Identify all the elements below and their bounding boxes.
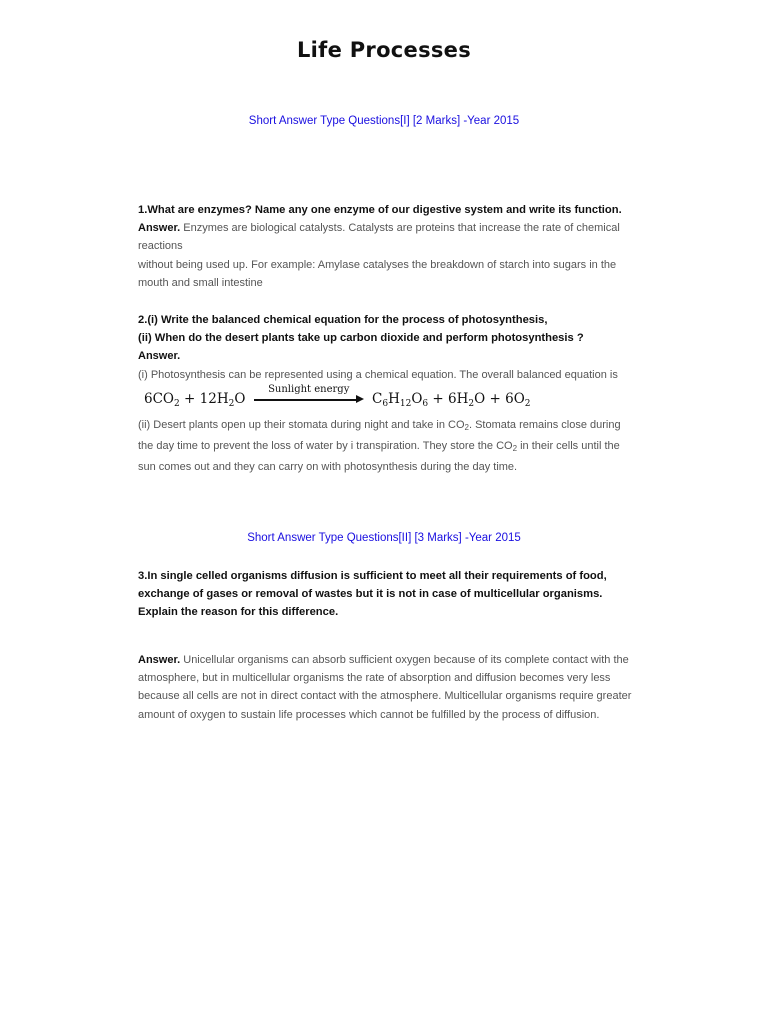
- section-heading-3-marks: Short Answer Type Questions[II] [3 Marks] -Year 2015: [247, 532, 521, 544]
- eq-product-h2o-sub: 2: [468, 398, 475, 409]
- answer-2-part-ii: [138, 416, 633, 477]
- eq-product-o2-sub: 2: [524, 398, 531, 409]
- co2-subscript: 2: [464, 422, 469, 432]
- eq-glucose-o-sub: 6: [422, 398, 429, 409]
- answer-2-ii-text3: in their cells until the sun comes out and they can carry on with photosynthesis during the day time.: [138, 440, 620, 474]
- eq-glucose-o: O: [411, 390, 423, 407]
- answer-1: [138, 219, 633, 255]
- eq-plus: +: [432, 390, 444, 407]
- answer-1-line2: without being used up. For example: Amylase catalyses the breakdown of starch into sugars in the mouth and small intestine: [138, 258, 617, 289]
- answer-label: Answer.: [138, 350, 181, 363]
- answer-1-line1: Enzymes are biological catalysts. Catalysts are proteins that increase the rate of chemical reactions: [138, 222, 620, 253]
- eq-product-h2o-tail: O: [474, 390, 486, 407]
- eq-co2-subscript: 2: [174, 398, 180, 409]
- arrow-head-icon: [356, 395, 364, 403]
- question-1-text: 1.What are enzymes? Name any one enzyme of our digestive system and write its function.: [138, 204, 622, 216]
- eq-co2: 6CO: [144, 390, 174, 407]
- answer-3-text: Unicellular organisms can absorb sufficient oxygen because of its complete contact with the atmosphere, but in multicellular organisms the rate of absorption and diffusion becomes very less because all cells are not in direct contact with the atmosphere. Multicellular organisms require greater amount of oxygen to sustain life processes which cannot be fulfilled by the process of diffusion.: [138, 654, 632, 721]
- answer-3-block: [138, 651, 633, 724]
- answer-label: Answer.: [138, 222, 181, 235]
- arrow-label: Sunlight energy: [268, 384, 350, 396]
- eq-glucose-h: H: [388, 390, 400, 407]
- eq-glucose-c-sub: 6: [382, 398, 389, 409]
- question-2-line1: 2.(i) Write the balanced chemical equation for the process of photosynthesis,: [138, 314, 548, 326]
- answer-2-ii-text1: (ii) Desert plants open up their stomata during night and take in CO: [138, 418, 465, 431]
- question-1-block: [138, 201, 633, 292]
- question-2-block: [138, 311, 633, 476]
- answer-2-part-i: (i) Photosynthesis can be represented using a chemical equation. The overall balanced equation is: [138, 368, 618, 381]
- page-title: Life Processes: [296, 38, 472, 62]
- co2-subscript: 2: [512, 444, 518, 454]
- question-2-line2: (ii) When do the desert plants take up carbon dioxide and perform photosynthesis ?: [138, 332, 584, 345]
- eq-plus: +: [184, 390, 196, 407]
- photosynthesis-equation: [138, 384, 633, 412]
- section-heading-2-marks: Short Answer Type Questions[I] [2 Marks] -Year 2015: [248, 115, 520, 127]
- eq-glucose-h-sub: 12: [399, 398, 412, 409]
- eq-h2o-tail: O: [234, 390, 246, 407]
- eq-h2o: 12H: [199, 390, 229, 407]
- answer-3: [138, 651, 633, 724]
- question-3-block: [138, 567, 633, 622]
- answer-2-ii-text2: . Stomata remains close during the day time to prevent the loss of water by i transpiration. They store the CO: [138, 418, 621, 453]
- eq-h2o-subscript: 2: [228, 398, 235, 409]
- eq-plus: +: [489, 390, 501, 407]
- reaction-arrow: [254, 384, 364, 406]
- answer-label: Answer.: [138, 654, 181, 666]
- eq-glucose-c: C: [372, 390, 383, 407]
- eq-product-h2o: 6H: [448, 390, 469, 407]
- eq-product-o2: 6O: [505, 390, 525, 407]
- question-3-text: 3.In single celled organisms diffusion is sufficient to meet all their requirements of food, exchange of gases or removal of wastes but it is not in case of multicellular organisms. Explain the reason for this difference.: [138, 570, 607, 619]
